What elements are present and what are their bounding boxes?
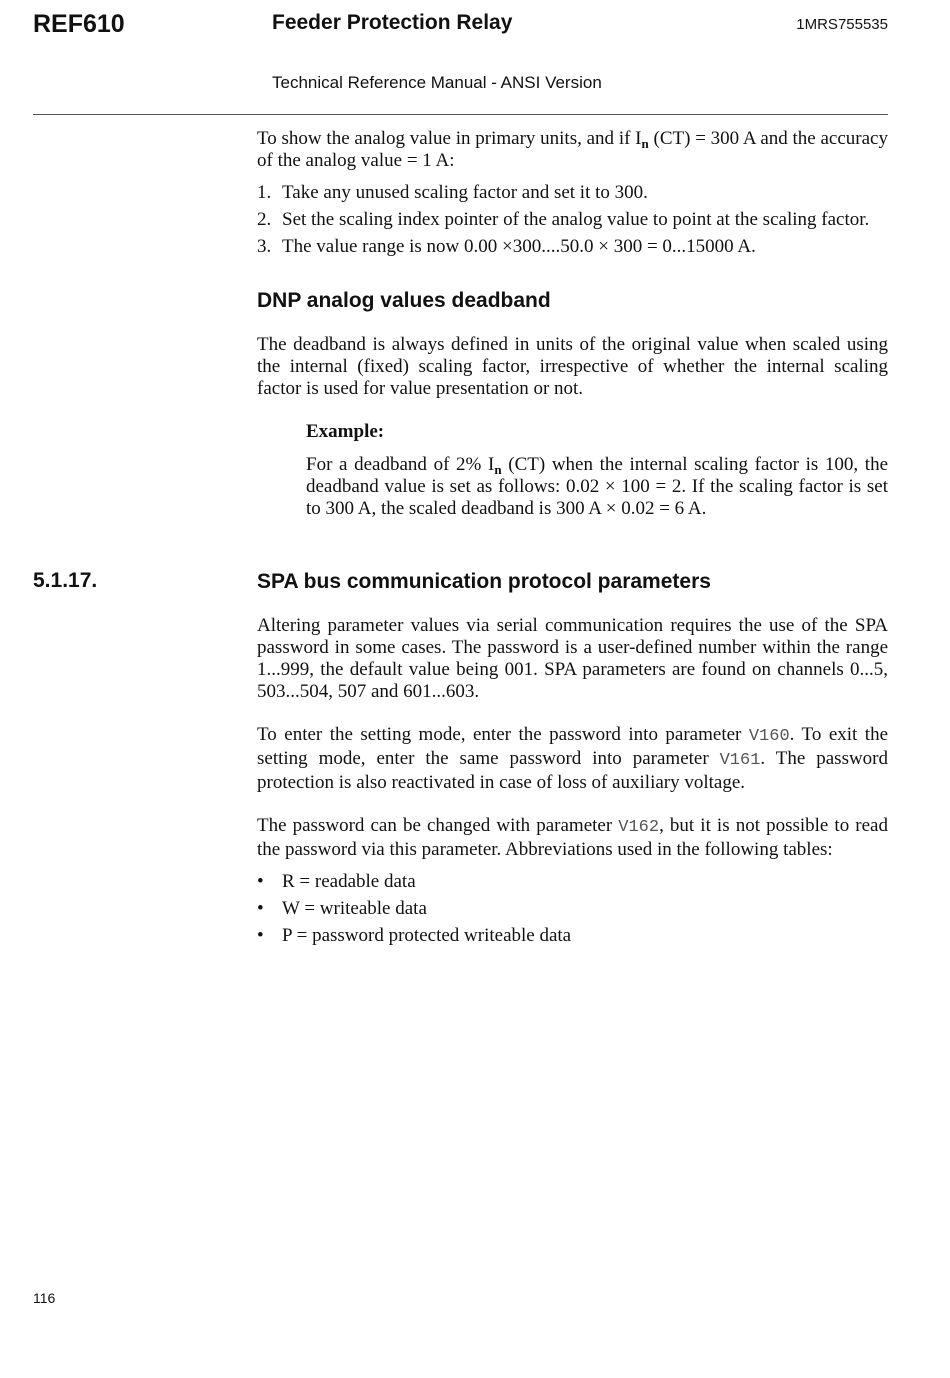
main-content [257, 128, 888, 520]
bullet-icon: • [257, 898, 264, 919]
list-item: • P = password protected writeable data [257, 925, 572, 946]
header-divider [33, 114, 888, 115]
parameter-code: V162 [618, 818, 660, 837]
parameter-code: V161 [719, 751, 761, 770]
product-name: REF610 [33, 10, 125, 38]
section-number: 5.1.17. [33, 569, 98, 592]
document-subtitle: Technical Reference Manual - ANSI Version [272, 73, 602, 92]
intro-paragraph: To show the analog value in primary units, and if $I_n$ (CT) = 300 A and the accuracy of the analog value = 1 A: [257, 128, 888, 171]
bullet-icon: • [257, 871, 264, 892]
list-item: 1. Take any unused scaling factor and set it to 300. [257, 182, 648, 203]
document-title: Feeder Protection Relay [272, 11, 513, 34]
spa-section [257, 569, 888, 952]
example-block [306, 421, 888, 520]
deadband-paragraph: The deadband is always defined in units of the original value when scaled using the internal (fixed) scaling factor, irrespective of whether the internal scaling factor is used for value presentation or not. [257, 334, 888, 399]
subscript: n [641, 136, 649, 151]
abbreviations-list [257, 871, 888, 947]
dnp-deadband-heading: DNP analog values deadband [257, 289, 551, 312]
spa-section-heading: SPA bus communication protocol parameters [257, 570, 711, 593]
subscript: n [494, 462, 502, 477]
example-paragraph: For a deadband of 2% $I_n$ (CT) when the internal scaling factor is 100, the deadband value is set as follows: 0.02 × 100 = 2. If the scaling factor is set to 300 A, the scaled deadband is 300 A × 0.02 = 6 A. [306, 454, 889, 519]
password-change-paragraph: The password can be changed with parameter V162, but it is not possible to read the password via this parameter. Abbreviations used in the following tables: [257, 815, 888, 860]
list-item: • R = readable data [257, 871, 416, 892]
bullet-icon: • [257, 925, 264, 946]
spa-password-paragraph: Altering parameter values via serial communication requires the use of the SPA password in some cases. The password is a user-defined number within the range 1...999, the default value being 001. SPA parameters are found on channels 0...5, 503...504, 507 and 601...603. [257, 615, 888, 702]
list-item: 3. The value range is now 0.00 ×300....50.0 × 300 = 0...15000 A. [257, 236, 756, 257]
page-number: 116 [33, 1290, 56, 1306]
steps-list [257, 182, 888, 258]
list-item: • W = writeable data [257, 898, 427, 919]
parameter-code: V160 [748, 727, 790, 746]
example-label: Example: [306, 421, 385, 442]
setting-mode-paragraph: To enter the setting mode, enter the password into parameter V160. To exit the setting mode, enter the same password into parameter V161. The password protection is also reactivated in case of loss of auxiliary voltage. [257, 724, 889, 793]
document-number: 1MRS755535 [796, 16, 888, 33]
list-item: 2. Set the scaling index pointer of the analog value to point at the scaling factor. [257, 209, 870, 230]
